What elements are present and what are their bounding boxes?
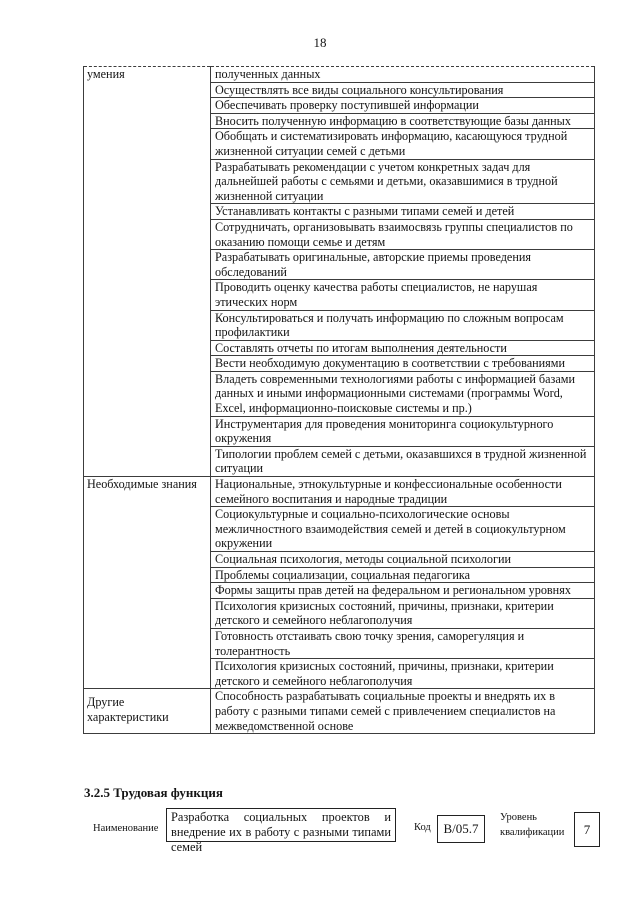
skill-item: Осуществлять все виды социального консультирования <box>211 82 595 98</box>
section-heading: 3.2.5 Трудовая функция <box>84 785 223 800</box>
skill-item: Сотрудничать, организовывать взаимосвязь группы специалистов по оказанию помощи семье и детям <box>211 219 595 249</box>
knowledge-item: Проблемы социализации, социальная педагогика <box>211 567 595 583</box>
skill-item: Проводить оценку качества работы специалистов, не нарушая этических норм <box>211 280 595 310</box>
skill-item: Разрабатывать оригинальные, авторские приемы проведения обследований <box>211 250 595 280</box>
table-row <box>84 67 595 83</box>
skill-item: Разрабатывать рекомендации с учетом конкретных задач для дальнейшей работы с семьями и детьми, оказавшимися в трудной жизненной ситуации <box>211 159 595 204</box>
skill-item: Вносить полученную информацию в соответствующие базы данных <box>211 113 595 129</box>
row-label-knowledge: Необходимые знания <box>84 477 211 689</box>
knowledge-item: Психология кризисных состояний, причины, признаки, критерии детского и семейного неблагополучия <box>211 659 595 689</box>
page-number: 18 <box>313 35 327 50</box>
level-label-line2: квалификации <box>500 827 565 838</box>
table-row <box>84 477 595 507</box>
function-code-value: B/05.7 <box>437 815 485 843</box>
code-label: Код <box>414 822 431 833</box>
skill-item: Устанавливать контакты с разными типами семей и детей <box>211 204 595 220</box>
skill-item: полученных данных <box>211 67 595 83</box>
knowledge-item: Социокультурные и социально-психологические основы межличностного взаимодействия семей и детей в социокультурном окружении <box>211 507 595 552</box>
skill-item: Владеть современными технологиями работы с информацией базами данных и иными информационными системами (программы Word, Excel, информационно-поисковые системы и пр.) <box>211 371 595 416</box>
row-label-other-text: Другие характеристики <box>87 695 169 724</box>
competencies-table <box>83 66 595 734</box>
name-label: Наименование <box>93 823 159 834</box>
table-row <box>84 689 595 734</box>
skill-item: Консультироваться и получать информацию по сложным вопросам профилактики <box>211 310 595 340</box>
row-label-other <box>84 689 211 734</box>
knowledge-item: Национальные, этнокультурные и конфессиональные особенности семейного воспитания и народные традиции <box>211 477 595 507</box>
knowledge-item: Социальная психология, методы социальной психологии <box>211 552 595 568</box>
function-name-value: Разработка социальных проектов и внедрение их в работу с разными типами семей <box>166 808 396 842</box>
other-item: Способность разрабатывать социальные проекты и внедрять их в работу с разными типами семей с привлечением специалистов на межведомственной основе <box>211 689 595 734</box>
level-label-line1: Уровень <box>500 812 537 823</box>
row-label-skills: умения <box>84 67 211 477</box>
knowledge-item: Готовность отстаивать свою точку зрения, саморегуляция и толерантность <box>211 628 595 658</box>
skill-item: Вести необходимую документацию в соответствии с требованиями <box>211 356 595 372</box>
skill-item: Составлять отчеты по итогам выполнения деятельности <box>211 340 595 356</box>
function-naming-row <box>0 808 640 868</box>
skill-item: Обобщать и систематизировать информацию, касающуюся трудной жизненной ситуации семей с детьми <box>211 129 595 159</box>
skill-item: Типологии проблем семей с детьми, оказавшихся в трудной жизненной ситуации <box>211 446 595 476</box>
knowledge-item: Формы защиты прав детей на федеральном и региональном уровнях <box>211 583 595 599</box>
skill-item: Инструментария для проведения мониторинга социокультурного окружения <box>211 416 595 446</box>
skill-item: Обеспечивать проверку поступившей информации <box>211 98 595 114</box>
qualification-level-value: 7 <box>574 812 600 847</box>
knowledge-item: Психология кризисных состояний, причины, признаки, критерии детского и семейного неблагополучия <box>211 598 595 628</box>
